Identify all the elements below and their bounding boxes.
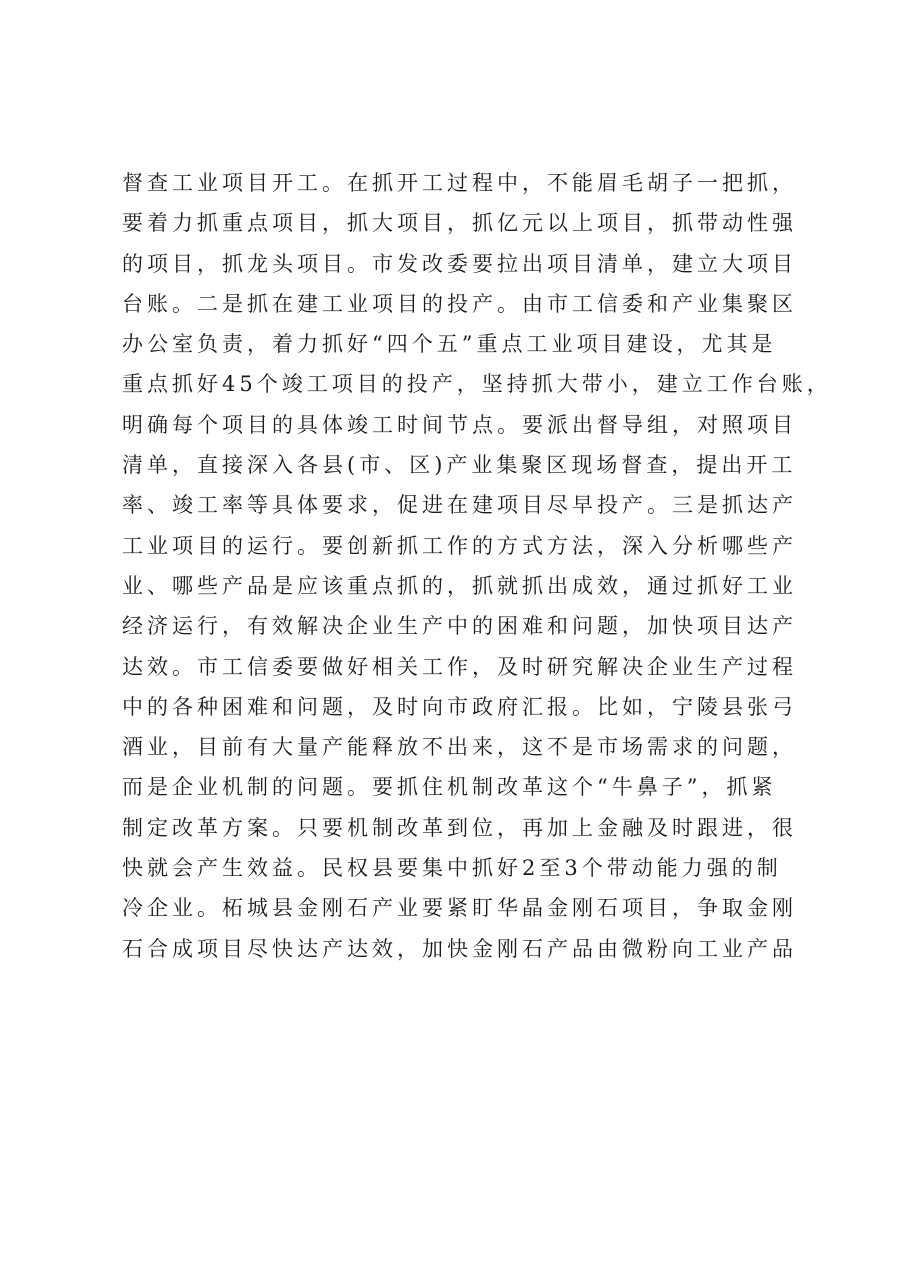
text-line: 中的各种困难和问题，及时向市政府汇报。比如，宁陵县张弓 (122, 694, 797, 719)
text-line: 明确每个项目的具体竣工时间节点。要派出督导组，对照项目 (122, 412, 797, 437)
text-line: 达效。市工信委要做好相关工作，及时研究解决企业生产过程 (122, 654, 797, 679)
text-line: 的项目，抓龙头项目。市发改委要拉出项目清单，建立大项目 (122, 251, 797, 276)
text-line: 重点抓好45个竣工项目的投产，坚持抓大带小，建立工作台账， (122, 372, 832, 397)
text-line: 经济运行，有效解决企业生产中的困难和问题，加快项目达产 (122, 614, 797, 639)
body-text (122, 163, 832, 969)
text-line: 而是企业机制的问题。要抓住机制改革这个“牛鼻子”，抓紧 (122, 775, 777, 800)
text-line: 快就会产生效益。民权县要集中抓好2至3个带动能力强的制 (122, 856, 782, 881)
text-line: 要着力抓重点项目，抓大项目，抓亿元以上项目，抓带动性强 (122, 211, 797, 236)
text-line: 酒业，目前有大量产能释放不出来，这不是市场需求的问题， (122, 735, 797, 760)
text-line: 清单，直接深入各县(市、区)产业集聚区现场督查，提出开工 (122, 453, 797, 478)
text-line: 制定改革方案。只要机制改革到位，再加上金融及时跟进，很 (122, 815, 797, 840)
text-line: 率、竣工率等具体要求，促进在建项目尽早投产。三是抓达产 (122, 493, 797, 518)
text-line: 石合成项目尽快达产达效，加快金刚石产品由微粉向工业产品 (122, 936, 797, 961)
text-line: 台账。二是抓在建工业项目的投产。由市工信委和产业集聚区 (122, 291, 797, 316)
text-line: 冷企业。柘城县金刚石产业要紧盯华晶金刚石项目，争取金刚 (122, 896, 797, 921)
text-line: 业、哪些产品是应该重点抓的，抓就抓出成效，通过抓好工业 (122, 573, 797, 598)
text-line: 督查工业项目开工。在抓开工过程中，不能眉毛胡子一把抓， (122, 171, 797, 195)
text-line: 办公室负责，着力抓好“四个五”重点工业项目建设，尤其是 (122, 332, 777, 357)
text-line: 工业项目的运行。要创新抓工作的方式方法，深入分析哪些产 (122, 533, 797, 558)
